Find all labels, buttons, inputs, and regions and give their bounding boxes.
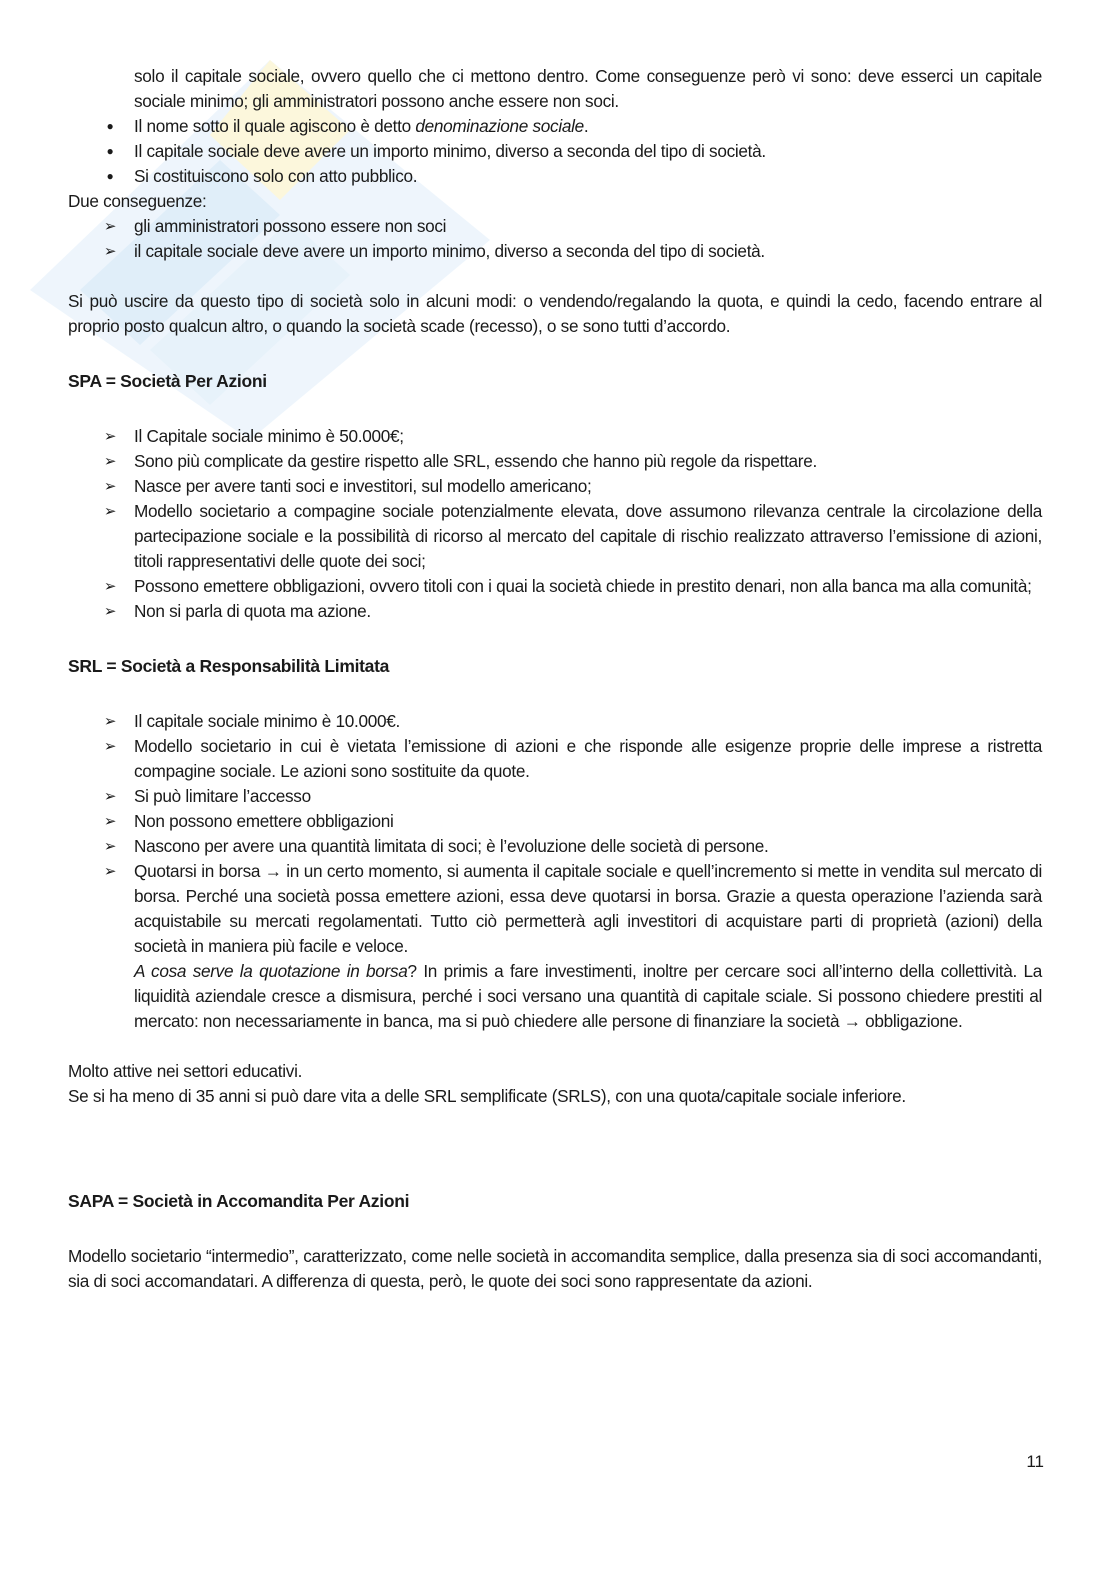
list-item: ➢ Possono emettere obbligazioni, ovvero titoli con i quai la società chiede in prestito denari, non alla banca ma alla comunità; [68, 574, 1042, 599]
list-item: ➢ Non si parla di quota ma azione. [68, 599, 1042, 624]
list-item: ➢ gli amministratori possono essere non soci [68, 214, 1042, 239]
srl-note-2: Se si ha meno di 35 anni si può dare vita a delle SRL semplificate (SRLS), con una quota/capitale sociale inferiore. [68, 1086, 906, 1106]
sapa-paragraph: Modello societario “intermedio”, caratterizzato, come nelle società in accomandita semplice, dalla presenza sia di soci accomandanti, sia di soci accomandatari. A differenza di questa, però, le quote dei soci sono rappresentate da azioni. [68, 1246, 1042, 1291]
exit-paragraph: Si può uscire da questo tipo di società solo in alcuni modi: o vendendo/regalando la quota, e quindi la cedo, facendo entrare al proprio posto qualcun altro, o quando la società scade (recesso), o se sono tutti d’accordo. [68, 291, 1042, 336]
list-item: ➢ Il Capitale sociale minimo è 50.000€; [68, 424, 1042, 449]
list-item: ● Si costituiscono solo con atto pubblico. [68, 164, 1042, 189]
list-item: ● Il nome sotto il quale agiscono è detto denominazione sociale. [68, 114, 1042, 139]
section-heading-sapa: SAPA = Società in Accomandita Per Azioni [68, 1191, 410, 1211]
list-item: ➢ Il capitale sociale minimo è 10.000€. [68, 709, 1042, 734]
spa-list [68, 424, 1042, 624]
list-item: ➢ Si può limitare l’accesso [68, 784, 1042, 809]
arrow-bullet-icon: ➢ [103, 478, 117, 495]
list-item: ➢ Nasce per avere tanti soci e investitori, sul modello americano; [68, 474, 1042, 499]
arrow-bullet-icon: ➢ [103, 243, 117, 260]
srl-list [68, 709, 1042, 1034]
list-item: ➢ Nascono per avere una quantità limitata di soci; è l’evoluzione delle società di persone. [68, 834, 1042, 859]
srl-note-1: Molto attive nei settori educativi. [68, 1061, 303, 1081]
section-heading-spa: SPA = Società Per Azioni [68, 371, 267, 391]
bullet-icon: ● [106, 144, 114, 158]
list-item-borsa: ➢ Quotarsi in borsa → in un certo momento, si aumenta il capitale sociale e quell’incremento si mette in vendita sul mercato di borsa. Perché una società possa emettere azioni, essa deve quotarsi in borsa. Grazie a questa operazione l’azienda sarà acquistabile su mercati regolamentati. Tutto ciò permetterà agli investitori di acquistare parti di proprietà (azioni) della società in maniera più facile e veloce. A cosa serve la quotazione in borsa? In primis a fare investimenti, inoltre per cercare soci all’interno della collettività. La liquidità aziendale cresce a dismisura, perché i soci versano una quantità di capitale sciale. Si possono chiedere prestiti al mercato: non necessariamente in banca, ma si può chiedere alle persone di finanziare la società → obbligazione. [68, 859, 1042, 1034]
arrow-bullet-icon: ➢ [103, 578, 117, 595]
arrow-bullet-icon: ➢ [103, 738, 117, 755]
list-item: ➢ Modello societario in cui è vietata l’emissione di azioni e che risponde alle esigenze proprie delle imprese a ristretta compagine sociale. Le azioni sono sostituite da quote. [68, 734, 1042, 784]
section-heading-srl: SRL = Società a Responsabilità Limitata [68, 656, 390, 676]
arrow-bullet-icon: ➢ [103, 503, 117, 520]
page-number: 11 [1026, 1452, 1044, 1471]
arrow-bullet-icon: ➢ [103, 603, 117, 620]
arrow-bullet-icon: ➢ [103, 713, 117, 730]
list-item: ➢ il capitale sociale deve avere un importo minimo, diverso a seconda del tipo di società. [68, 239, 1042, 264]
bullet-icon: ● [106, 119, 114, 133]
list-item: ➢ Modello societario a compagine sociale potenzialmente elevata, dove assumono rilevanza centrale la circolazione della partecipazione sociale e la possibilità di ricorso al mercato del capitale di rischio realizzato attraverso l’emissione di azioni, titoli rappresentativi delle quote dei soci; [68, 499, 1042, 574]
intro-continuation: solo il capitale sociale, ovvero quello che ci mettono dentro. Come conseguenze però vi sono: deve esserci un capitale sociale minimo; gli amministratori possono anche essere non soci. [134, 66, 1042, 111]
arrow-bullet-icon: ➢ [103, 218, 117, 235]
arrow-bullet-icon: ➢ [103, 788, 117, 805]
arrow-bullet-icon: ➢ [103, 863, 117, 880]
consequences-label: Due conseguenze: [68, 191, 207, 211]
list-item: ➢ Sono più complicate da gestire rispetto alle SRL, essendo che hanno più regole da rispettare. [68, 449, 1042, 474]
arrow-bullet-icon: ➢ [103, 813, 117, 830]
arrow-bullet-icon: ➢ [103, 453, 117, 470]
bullet-icon: ● [106, 169, 114, 183]
list-item: ➢ Non possono emettere obbligazioni [68, 809, 1042, 834]
arrow-bullet-icon: ➢ [103, 428, 117, 445]
arrow-bullet-icon: ➢ [103, 838, 117, 855]
document-page [68, 64, 1042, 1294]
list-item: ● Il capitale sociale deve avere un importo minimo, diverso a seconda del tipo di società. [68, 139, 1042, 164]
